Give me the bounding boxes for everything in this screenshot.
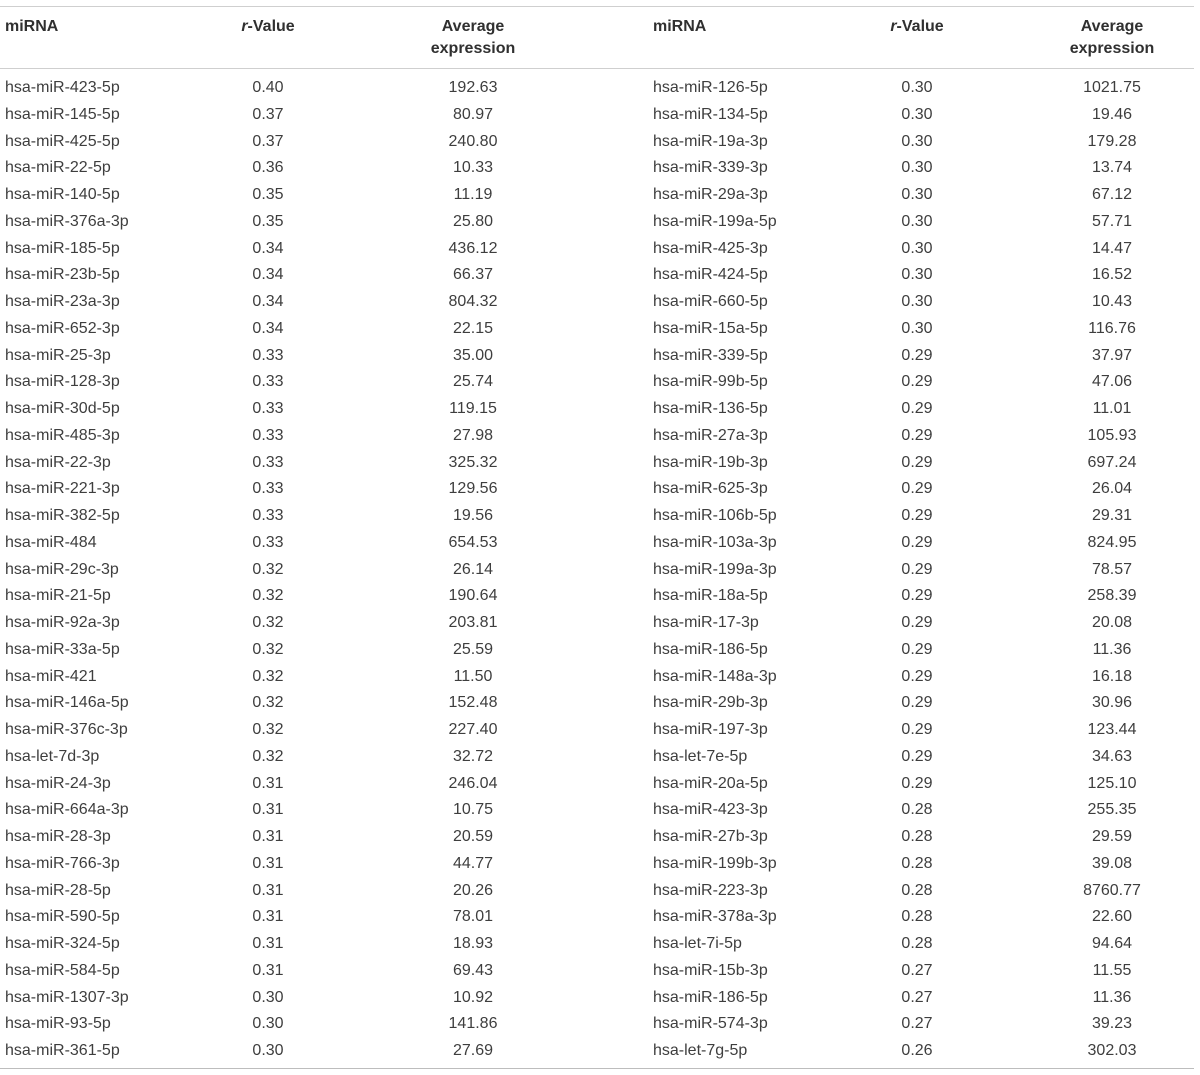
average-expression-cell: 105.93 (1087, 426, 1137, 444)
average-expression-cell: 78.57 (1091, 560, 1133, 578)
r-value-cell: 0.28 (901, 935, 933, 952)
mirna-name-cell: hsa-miR-140-5p (5, 186, 120, 203)
r-value-cell: 0.31 (252, 881, 284, 899)
mirna-name-cell: hsa-miR-185-5p (5, 239, 120, 257)
average-expression-cell: 26.14 (452, 560, 494, 578)
average-expression-cell: 47.06 (1091, 373, 1133, 391)
r-value-cell: 0.29 (901, 346, 933, 364)
r-value-cell: 0.31 (252, 774, 284, 792)
r-value-cell: 0.33 (252, 507, 284, 524)
table-row (0, 1011, 1194, 1038)
mirna-name-cell: hsa-miR-423-3p (653, 801, 768, 819)
mirna-name-cell: hsa-miR-15a-5p (653, 319, 768, 337)
mirna-name-cell: hsa-miR-33a-5p (5, 640, 120, 658)
average-expression-cell: 10.92 (452, 988, 494, 1006)
mirna-name-cell: hsa-miR-19b-3p (653, 453, 768, 471)
mirna-name-cell: hsa-miR-99b-5p (653, 373, 768, 391)
header-r-rest: -Value (247, 18, 295, 35)
average-expression-cell: 255.35 (1087, 801, 1137, 819)
average-expression-cell: 11.19 (453, 186, 493, 203)
average-expression-cell: 25.59 (452, 640, 494, 658)
r-value-cell: 0.35 (252, 212, 284, 230)
mirna-name-cell: hsa-miR-126-5p (653, 79, 768, 96)
mirna-name-cell: hsa-miR-382-5p (5, 507, 120, 524)
table-row (0, 343, 1194, 370)
mirna-name-cell: hsa-miR-20a-5p (653, 774, 768, 792)
table-row (0, 637, 1194, 664)
table-row (0, 75, 1194, 102)
table-row (0, 102, 1194, 129)
mirna-name-cell: hsa-miR-421 (5, 667, 97, 685)
table-row (0, 610, 1194, 637)
table-row (0, 129, 1194, 156)
mirna-name-cell: hsa-miR-664a-3p (5, 801, 129, 819)
average-expression-cell: 26.04 (1091, 480, 1133, 498)
mirna-name-cell: hsa-miR-324-5p (5, 935, 120, 952)
average-expression-cell: 804.32 (448, 293, 498, 310)
header-r-italic: r (241, 18, 248, 35)
average-expression-cell: 19.46 (1091, 105, 1133, 123)
r-value-cell: 0.31 (252, 935, 284, 952)
average-expression-cell: 30.96 (1091, 694, 1133, 712)
r-value-cell: 0.30 (901, 79, 933, 96)
table-row (0, 824, 1194, 851)
table-row (0, 797, 1194, 824)
average-expression-cell: 20.59 (452, 828, 494, 845)
mirna-name-cell: hsa-miR-485-3p (5, 426, 120, 444)
mirna-name-cell: hsa-miR-425-3p (653, 239, 768, 257)
mirna-name-cell: hsa-miR-27b-3p (653, 828, 768, 845)
average-expression-cell: 39.23 (1091, 1015, 1133, 1033)
r-value-cell: 0.28 (901, 801, 933, 819)
r-value-cell: 0.29 (901, 667, 933, 685)
r-value-cell: 0.28 (901, 908, 933, 926)
mirna-name-cell: hsa-miR-145-5p (5, 105, 120, 123)
table-row (0, 369, 1194, 396)
r-value-cell: 0.30 (901, 319, 933, 337)
header-avg-line1: Average (1080, 18, 1144, 35)
header-avg-line2: expression (430, 40, 516, 57)
mirna-name-cell: hsa-miR-484 (5, 533, 97, 551)
r-value-cell: 0.31 (252, 908, 284, 926)
r-value-cell: 0.30 (901, 293, 933, 310)
table-row (0, 985, 1194, 1012)
average-expression-cell: 25.80 (452, 212, 494, 230)
table-row (0, 316, 1194, 343)
average-expression-cell: 66.37 (452, 266, 494, 284)
header-avg-line2: expression (1069, 40, 1155, 57)
r-value-cell: 0.29 (901, 747, 933, 765)
r-value-cell: 0.28 (901, 854, 933, 872)
r-value-cell: 0.34 (252, 293, 284, 310)
average-expression-cell: 436.12 (448, 239, 498, 257)
average-expression-cell: 129.56 (448, 480, 498, 498)
r-value-cell: 0.29 (901, 694, 933, 712)
r-value-cell: 0.32 (252, 587, 284, 605)
r-value-cell: 0.34 (252, 239, 284, 257)
average-expression-cell: 302.03 (1087, 1042, 1137, 1059)
mirna-name-cell: hsa-miR-22-3p (5, 453, 111, 471)
r-value-cell: 0.32 (252, 560, 284, 578)
average-expression-cell: 179.28 (1087, 132, 1137, 150)
mirna-name-cell: hsa-miR-92a-3p (5, 614, 120, 631)
mirna-name-cell: hsa-miR-186-5p (653, 988, 768, 1006)
average-expression-cell: 152.48 (448, 694, 498, 712)
mirna-name-cell: hsa-miR-29c-3p (5, 560, 119, 578)
r-value-cell: 0.30 (901, 266, 933, 284)
header-avg-expression-left (383, 16, 563, 60)
mirna-name-cell: hsa-miR-103a-3p (653, 533, 777, 551)
average-expression-cell: 22.15 (452, 319, 494, 337)
average-expression-cell: 119.15 (449, 400, 497, 417)
average-expression-cell: 227.40 (448, 721, 498, 738)
r-value-cell: 0.31 (252, 801, 284, 819)
header-mirna-left: miRNA (5, 18, 59, 35)
table-row (0, 744, 1194, 771)
average-expression-cell: 18.93 (452, 935, 494, 952)
average-expression-cell: 44.77 (452, 854, 494, 872)
mirna-name-cell: hsa-miR-361-5p (5, 1042, 120, 1059)
header-avg-line1: Average (441, 18, 505, 35)
r-value-cell: 0.35 (252, 186, 284, 203)
mirna-name-cell: hsa-miR-25-3p (5, 346, 111, 364)
mirna-name-cell: hsa-miR-1307-3p (5, 988, 129, 1006)
average-expression-cell: 11.01 (1092, 400, 1132, 417)
mirna-name-cell: hsa-miR-134-5p (653, 105, 768, 123)
table-row (0, 878, 1194, 905)
mirna-name-cell: hsa-miR-590-5p (5, 908, 120, 926)
mirna-name-cell: hsa-miR-186-5p (653, 640, 768, 658)
mirna-name-cell: hsa-miR-199b-3p (653, 854, 777, 872)
r-value-cell: 0.29 (901, 533, 933, 551)
table-row (0, 958, 1194, 985)
r-value-cell: 0.30 (252, 988, 284, 1006)
r-value-cell: 0.33 (252, 373, 284, 391)
r-value-cell: 0.32 (252, 614, 284, 631)
average-expression-cell: 10.33 (452, 159, 494, 177)
average-expression-cell: 11.55 (1092, 961, 1132, 979)
table-row (0, 851, 1194, 878)
average-expression-cell: 29.31 (1091, 507, 1133, 524)
mirna-name-cell: hsa-miR-221-3p (5, 480, 120, 498)
average-expression-cell: 29.59 (1091, 828, 1133, 845)
mirna-name-cell: hsa-miR-23b-5p (5, 266, 120, 284)
r-value-cell: 0.27 (901, 961, 933, 979)
r-value-cell: 0.33 (252, 400, 284, 417)
mirna-name-cell: hsa-miR-766-3p (5, 854, 120, 872)
mirna-name-cell: hsa-miR-17-3p (653, 614, 759, 631)
average-expression-cell: 8760.77 (1083, 881, 1141, 899)
table-row (0, 557, 1194, 584)
average-expression-cell: 11.36 (1092, 640, 1132, 658)
table-row (0, 1038, 1194, 1065)
r-value-cell: 0.30 (901, 159, 933, 177)
average-expression-cell: 16.18 (1091, 667, 1133, 685)
mirna-name-cell: hsa-miR-425-5p (5, 132, 120, 150)
r-value-cell: 0.33 (252, 453, 284, 471)
mirna-name-cell: hsa-miR-625-3p (653, 480, 768, 498)
r-value-cell: 0.28 (901, 828, 933, 845)
mirna-name-cell: hsa-miR-423-5p (5, 79, 120, 96)
table-row (0, 771, 1194, 798)
r-value-cell: 0.30 (901, 105, 933, 123)
average-expression-cell: 697.24 (1087, 453, 1137, 471)
r-value-cell: 0.29 (901, 400, 933, 417)
table-row (0, 155, 1194, 182)
r-value-cell: 0.33 (252, 346, 284, 364)
average-expression-cell: 20.26 (452, 881, 494, 899)
r-value-cell: 0.30 (252, 1042, 284, 1059)
header-mirna-right: miRNA (653, 18, 707, 35)
average-expression-cell: 22.60 (1091, 908, 1133, 926)
mirna-name-cell: hsa-let-7i-5p (653, 935, 742, 952)
mirna-name-cell: hsa-miR-15b-3p (653, 961, 768, 979)
average-expression-cell: 325.32 (448, 453, 498, 471)
r-value-cell: 0.29 (901, 507, 933, 524)
r-value-cell: 0.29 (901, 614, 933, 631)
mirna-name-cell: hsa-miR-376c-3p (5, 721, 128, 738)
average-expression-cell: 125.10 (1087, 774, 1137, 792)
mirna-name-cell: hsa-miR-19a-3p (653, 132, 768, 150)
average-expression-cell: 67.12 (1091, 186, 1133, 203)
r-value-cell: 0.30 (901, 239, 933, 257)
average-expression-cell: 123.44 (1087, 721, 1137, 738)
r-value-cell: 0.34 (252, 266, 284, 284)
table-row (0, 931, 1194, 958)
average-expression-cell: 824.95 (1087, 533, 1137, 551)
average-expression-cell: 80.97 (452, 105, 494, 123)
r-value-cell: 0.32 (252, 694, 284, 712)
mirna-name-cell: hsa-miR-376a-3p (5, 212, 129, 230)
table-row (0, 664, 1194, 691)
mirna-name-cell: hsa-miR-23a-3p (5, 293, 120, 310)
r-value-cell: 0.33 (252, 426, 284, 444)
table-row (0, 450, 1194, 477)
average-expression-cell: 39.08 (1091, 854, 1133, 872)
r-value-cell: 0.30 (901, 212, 933, 230)
r-value-cell: 0.32 (252, 721, 284, 738)
mirna-name-cell: hsa-miR-197-3p (653, 721, 768, 738)
table-row (0, 690, 1194, 717)
table-bottom-rule (0, 1068, 1194, 1069)
mirna-name-cell: hsa-miR-28-5p (5, 881, 111, 899)
r-value-cell: 0.30 (901, 186, 933, 203)
r-value-cell: 0.29 (901, 426, 933, 444)
mirna-name-cell: hsa-let-7g-5p (653, 1042, 748, 1059)
table-row (0, 209, 1194, 236)
mirna-name-cell: hsa-miR-28-3p (5, 828, 111, 845)
average-expression-cell: 20.08 (1091, 614, 1133, 631)
average-expression-cell: 654.53 (448, 533, 498, 551)
average-expression-cell: 25.74 (452, 373, 494, 391)
mirna-name-cell: hsa-miR-424-5p (653, 266, 768, 284)
mirna-name-cell: hsa-miR-29a-3p (653, 186, 768, 203)
average-expression-cell: 141.86 (448, 1015, 498, 1033)
average-expression-cell: 192.63 (448, 79, 498, 96)
r-value-cell: 0.27 (901, 988, 933, 1006)
table-row (0, 583, 1194, 610)
r-value-cell: 0.29 (901, 560, 933, 578)
r-value-cell: 0.29 (901, 640, 933, 658)
r-value-cell: 0.40 (252, 79, 284, 96)
mirna-name-cell: hsa-miR-21-5p (5, 587, 111, 605)
average-expression-cell: 11.50 (453, 667, 493, 685)
mirna-name-cell: hsa-miR-584-5p (5, 961, 120, 979)
mirna-name-cell: hsa-miR-136-5p (653, 400, 768, 417)
average-expression-cell: 13.74 (1091, 159, 1133, 177)
mirna-name-cell: hsa-miR-29b-3p (653, 694, 768, 712)
average-expression-cell: 1021.75 (1083, 79, 1141, 96)
mirna-name-cell: hsa-miR-339-5p (653, 346, 768, 364)
r-value-cell: 0.33 (252, 533, 284, 551)
header-avg-expression-right (1032, 16, 1192, 60)
r-value-cell: 0.31 (252, 961, 284, 979)
table-top-rule (0, 6, 1194, 7)
r-value-cell: 0.26 (901, 1042, 933, 1059)
r-value-cell: 0.31 (252, 854, 284, 872)
table-row (0, 423, 1194, 450)
mirna-name-cell: hsa-let-7d-3p (5, 747, 100, 765)
average-expression-cell: 94.64 (1091, 935, 1133, 952)
mirna-name-cell: hsa-miR-574-3p (653, 1015, 768, 1033)
mirna-name-cell: hsa-miR-660-5p (653, 293, 768, 310)
r-value-cell: 0.32 (252, 640, 284, 658)
r-value-cell: 0.29 (901, 453, 933, 471)
mirna-name-cell: hsa-let-7e-5p (653, 747, 748, 765)
table-row (0, 236, 1194, 263)
mirna-name-cell: hsa-miR-30d-5p (5, 400, 120, 417)
table-row (0, 396, 1194, 423)
table-row (0, 262, 1194, 289)
header-r-rest: -Value (896, 18, 944, 35)
average-expression-cell: 203.81 (448, 614, 498, 631)
mirna-name-cell: hsa-miR-24-3p (5, 774, 111, 792)
mirna-name-cell: hsa-miR-199a-5p (653, 212, 777, 230)
header-bottom-rule (0, 68, 1194, 69)
average-expression-cell: 14.47 (1091, 239, 1133, 257)
average-expression-cell: 35.00 (452, 346, 494, 364)
r-value-cell: 0.34 (252, 319, 284, 337)
average-expression-cell: 246.04 (448, 774, 498, 792)
r-value-cell: 0.27 (901, 1015, 933, 1033)
r-value-cell: 0.32 (252, 667, 284, 685)
header-r-italic: r (890, 18, 897, 35)
average-expression-cell: 10.43 (1091, 293, 1133, 310)
mirna-name-cell: hsa-miR-128-3p (5, 373, 120, 391)
table-row (0, 182, 1194, 209)
table-row (0, 904, 1194, 931)
average-expression-cell: 69.43 (452, 961, 494, 979)
mirna-name-cell: hsa-miR-148a-3p (653, 667, 777, 685)
mirna-name-cell: hsa-miR-22-5p (5, 159, 111, 177)
mirna-name-cell: hsa-miR-93-5p (5, 1015, 111, 1033)
mirna-name-cell: hsa-miR-27a-3p (653, 426, 768, 444)
table-row (0, 476, 1194, 503)
average-expression-cell: 11.36 (1092, 988, 1132, 1006)
average-expression-cell: 10.75 (452, 801, 494, 819)
mirna-name-cell: hsa-miR-18a-5p (653, 587, 768, 605)
average-expression-cell: 258.39 (1087, 587, 1137, 605)
average-expression-cell: 116.76 (1088, 319, 1136, 337)
r-value-cell: 0.30 (252, 1015, 284, 1033)
header-r-value-right (867, 16, 967, 38)
table-body (0, 75, 1194, 1065)
header-r-value-left (218, 16, 318, 38)
average-expression-cell: 37.97 (1091, 346, 1133, 364)
average-expression-cell: 16.52 (1091, 266, 1133, 284)
mirna-name-cell: hsa-miR-223-3p (653, 881, 768, 899)
r-value-cell: 0.29 (901, 373, 933, 391)
r-value-cell: 0.29 (901, 480, 933, 498)
r-value-cell: 0.29 (901, 587, 933, 605)
average-expression-cell: 240.80 (448, 132, 498, 150)
average-expression-cell: 78.01 (452, 908, 494, 926)
r-value-cell: 0.37 (252, 132, 284, 150)
r-value-cell: 0.29 (901, 774, 933, 792)
mirna-name-cell: hsa-miR-106b-5p (653, 507, 777, 524)
average-expression-cell: 57.71 (1091, 212, 1133, 230)
mirna-name-cell: hsa-miR-199a-3p (653, 560, 777, 578)
r-value-cell: 0.30 (901, 132, 933, 150)
average-expression-cell: 19.56 (452, 507, 494, 524)
r-value-cell: 0.29 (901, 721, 933, 738)
table-row (0, 530, 1194, 557)
table-row (0, 717, 1194, 744)
r-value-cell: 0.37 (252, 105, 284, 123)
mirna-name-cell: hsa-miR-652-3p (5, 319, 120, 337)
average-expression-cell: 32.72 (452, 747, 494, 765)
average-expression-cell: 34.63 (1091, 747, 1133, 765)
r-value-cell: 0.28 (901, 881, 933, 899)
table-row (0, 503, 1194, 530)
mirna-name-cell: hsa-miR-378a-3p (653, 908, 777, 926)
average-expression-cell: 27.98 (452, 426, 494, 444)
r-value-cell: 0.32 (252, 747, 284, 765)
table-row (0, 289, 1194, 316)
mirna-name-cell: hsa-miR-339-3p (653, 159, 768, 177)
average-expression-cell: 190.64 (448, 587, 498, 605)
r-value-cell: 0.31 (252, 828, 284, 845)
r-value-cell: 0.36 (252, 159, 284, 177)
r-value-cell: 0.33 (252, 480, 284, 498)
mirna-name-cell: hsa-miR-146a-5p (5, 694, 129, 712)
average-expression-cell: 27.69 (452, 1042, 494, 1059)
